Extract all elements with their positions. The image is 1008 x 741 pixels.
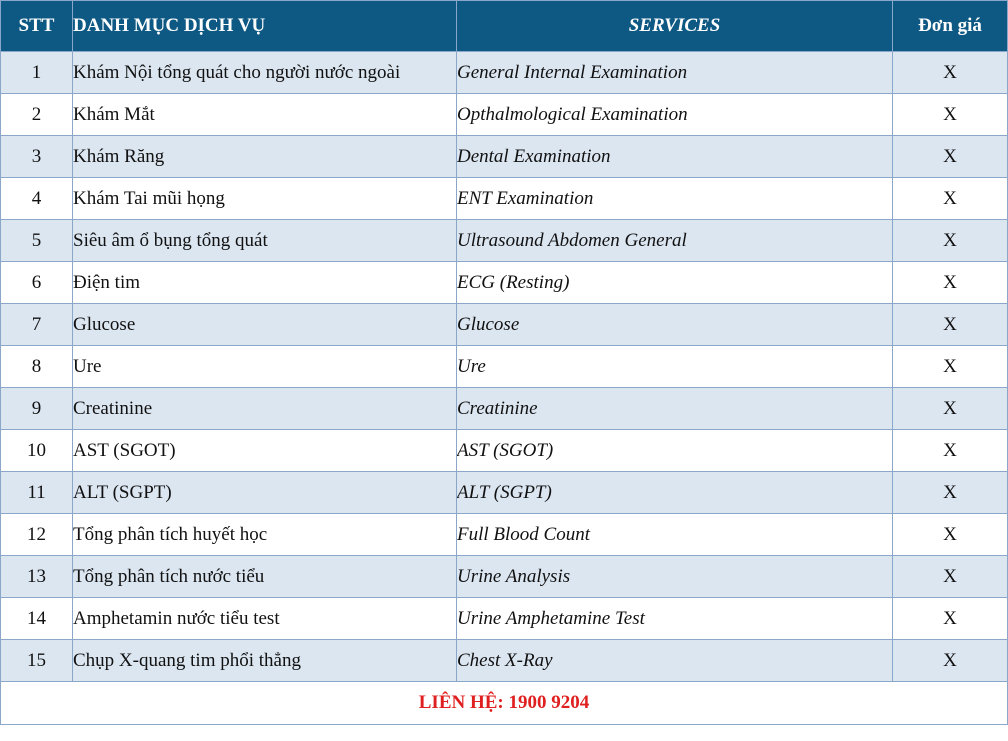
row-service-name: Khám Răng [73, 136, 457, 178]
row-unit-price: X [893, 136, 1008, 178]
header-stt: STT [1, 1, 73, 52]
row-unit-price: X [893, 178, 1008, 220]
row-unit-price: X [893, 52, 1008, 94]
row-stt: 7 [1, 304, 73, 346]
row-service-name: Amphetamin nước tiểu test [73, 598, 457, 640]
row-service-english: Dental Examination [457, 136, 893, 178]
table-row [1, 346, 1008, 388]
row-stt: 4 [1, 178, 73, 220]
row-stt: 1 [1, 52, 73, 94]
row-stt: 6 [1, 262, 73, 304]
row-service-name: Khám Tai mũi họng [73, 178, 457, 220]
row-service-english: AST (SGOT) [457, 430, 893, 472]
table-row [1, 220, 1008, 262]
header-services-english: SERVICES [457, 1, 893, 52]
table-row [1, 430, 1008, 472]
table-row [1, 598, 1008, 640]
row-service-english: ALT (SGPT) [457, 472, 893, 514]
row-stt: 9 [1, 388, 73, 430]
row-service-english: Urine Amphetamine Test [457, 598, 893, 640]
row-service-name: Glucose [73, 304, 457, 346]
row-service-english: ECG (Resting) [457, 262, 893, 304]
row-service-english: Chest X-Ray [457, 640, 893, 682]
row-service-english: ENT Examination [457, 178, 893, 220]
table-row [1, 514, 1008, 556]
row-stt: 8 [1, 346, 73, 388]
row-unit-price: X [893, 94, 1008, 136]
table-row [1, 94, 1008, 136]
row-unit-price: X [893, 346, 1008, 388]
row-service-name: Tổng phân tích huyết học [73, 514, 457, 556]
row-service-english: Creatinine [457, 388, 893, 430]
row-stt: 14 [1, 598, 73, 640]
row-unit-price: X [893, 388, 1008, 430]
row-service-name: AST (SGOT) [73, 430, 457, 472]
row-stt: 2 [1, 94, 73, 136]
table-header-row [1, 1, 1008, 52]
row-service-name: Ure [73, 346, 457, 388]
row-unit-price: X [893, 220, 1008, 262]
table-row [1, 388, 1008, 430]
table-row [1, 304, 1008, 346]
row-unit-price: X [893, 514, 1008, 556]
row-stt: 15 [1, 640, 73, 682]
contact-hotline: LIÊN HỆ: 1900 9204 [1, 682, 1008, 725]
row-unit-price: X [893, 430, 1008, 472]
header-unit-price: Đơn giá [893, 1, 1008, 52]
row-service-name: Chụp X-quang tim phổi thẳng [73, 640, 457, 682]
row-service-name: Tổng phân tích nước tiểu [73, 556, 457, 598]
table-body [1, 52, 1008, 682]
row-service-name: Khám Mắt [73, 94, 457, 136]
row-stt: 3 [1, 136, 73, 178]
contact-row [1, 682, 1008, 725]
row-service-english: Ultrasound Abdomen General [457, 220, 893, 262]
row-service-name: Siêu âm ổ bụng tổng quát [73, 220, 457, 262]
table-row [1, 556, 1008, 598]
row-service-english: General Internal Examination [457, 52, 893, 94]
row-service-name: Khám Nội tổng quát cho người nước ngoài [73, 52, 457, 94]
row-stt: 11 [1, 472, 73, 514]
row-service-name: Creatinine [73, 388, 457, 430]
header-service-name: DANH MỤC DỊCH VỤ [73, 1, 457, 52]
row-unit-price: X [893, 640, 1008, 682]
row-unit-price: X [893, 262, 1008, 304]
row-service-name: Điện tim [73, 262, 457, 304]
row-service-english: Full Blood Count [457, 514, 893, 556]
row-service-english: Glucose [457, 304, 893, 346]
row-stt: 5 [1, 220, 73, 262]
row-unit-price: X [893, 304, 1008, 346]
table-row [1, 136, 1008, 178]
row-unit-price: X [893, 556, 1008, 598]
table-row [1, 178, 1008, 220]
row-stt: 10 [1, 430, 73, 472]
row-unit-price: X [893, 472, 1008, 514]
table-row [1, 472, 1008, 514]
table-row [1, 52, 1008, 94]
row-service-english: Urine Analysis [457, 556, 893, 598]
table-row [1, 262, 1008, 304]
row-unit-price: X [893, 598, 1008, 640]
row-stt: 12 [1, 514, 73, 556]
row-service-english: Ure [457, 346, 893, 388]
row-service-name: ALT (SGPT) [73, 472, 457, 514]
table-row [1, 640, 1008, 682]
row-stt: 13 [1, 556, 73, 598]
row-service-english: Opthalmological Examination [457, 94, 893, 136]
